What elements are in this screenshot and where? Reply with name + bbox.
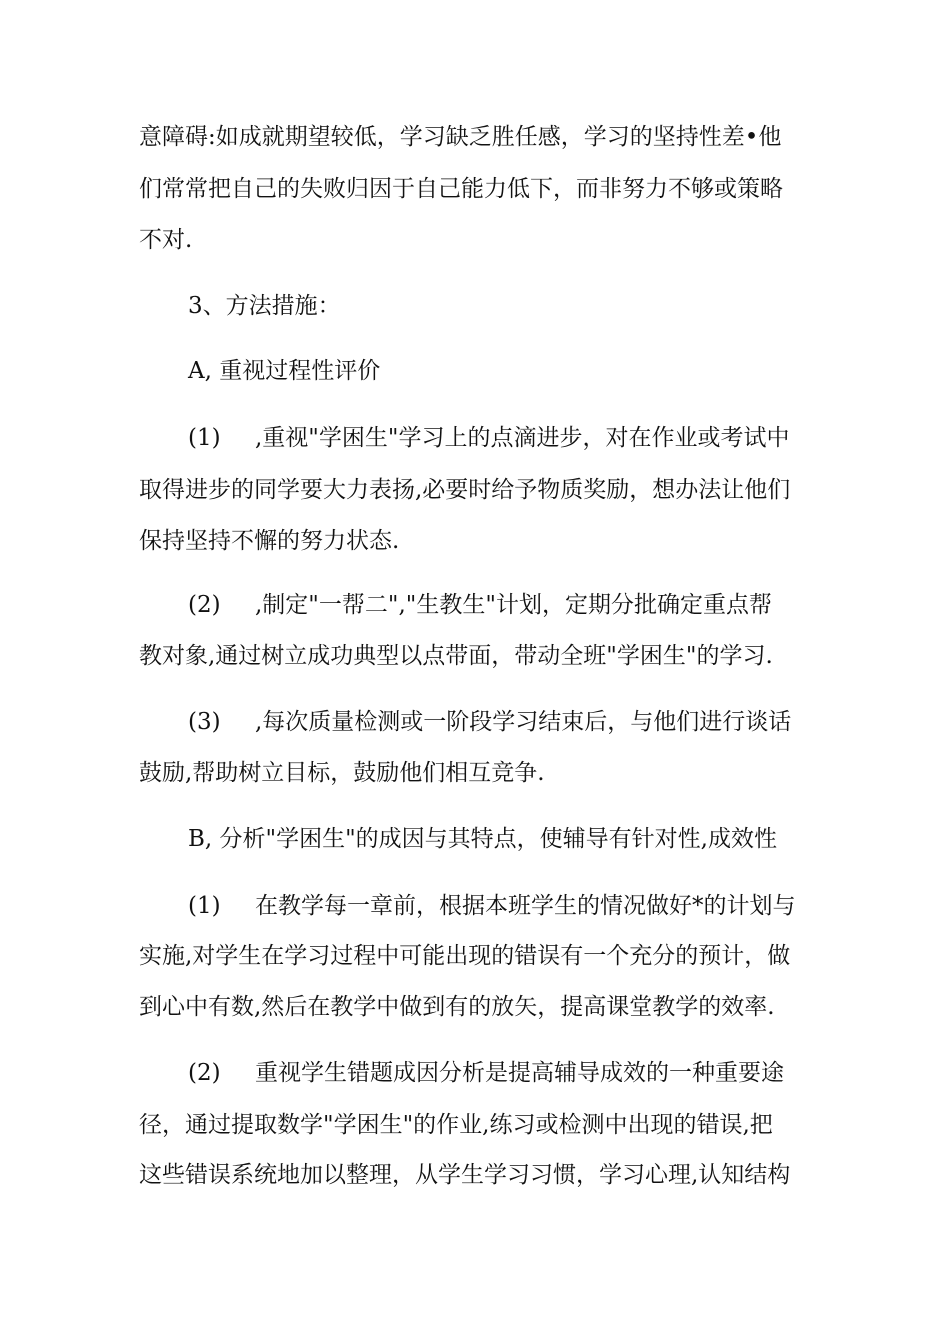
section-a-item-2-line-1 bbox=[188, 590, 772, 620]
section-b-item-2-line-3: 这些错误系统地加以整理，从学生学习习惯，学习心理,认知结构 bbox=[139, 1162, 791, 1188]
paragraph-1-line-3: 不对. bbox=[139, 227, 193, 253]
methods-heading: 3、方法措施： bbox=[188, 293, 341, 319]
section-a-item-3-line-1 bbox=[188, 707, 791, 737]
section-b-heading: B, 分析"学困生"的成因与其特点，使辅导有针对性,成效性 bbox=[188, 826, 777, 852]
item-text: 重视学生错题成因分析是提高辅导成效的一种重要途 bbox=[255, 1060, 784, 1086]
section-b-item-2-line-2: 径，通过提取数学"学困生"的作业,练习或检测中出现的错误,把 bbox=[139, 1112, 773, 1138]
section-b-item-1-line-2: 实施,对学生在学习过程中可能出现的错误有一个充分的预计，做 bbox=[139, 943, 791, 969]
section-b-item-1-line-3: 到心中有数,然后在教学中做到有的放矢，提高课堂教学的效率. bbox=[139, 994, 775, 1020]
section-a-item-1-line-2: 取得进步的同学要大力表扬,必要时给予物质奖励，想办法让他们 bbox=[139, 477, 791, 503]
item-label: (1) bbox=[188, 425, 221, 451]
section-a-item-3-line-2: 鼓励,帮助树立目标，鼓励他们相互竞争. bbox=[139, 760, 545, 786]
item-text: ,制定"一帮二","生教生"计划，定期分批确定重点帮 bbox=[255, 592, 772, 618]
item-label: (3) bbox=[188, 709, 221, 735]
item-text: 在教学每一章前，根据本班学生的情况做好*的计划与 bbox=[255, 893, 796, 919]
item-label: (1) bbox=[188, 893, 221, 919]
section-a-item-1-line-3: 保持坚持不懈的努力状态. bbox=[139, 528, 400, 554]
section-a-item-1-line-1 bbox=[188, 423, 789, 453]
paragraph-1-line-1: 意障碍:如成就期望较低，学习缺乏胜任感，学习的坚持性差•他 bbox=[139, 124, 782, 150]
section-b-item-1-line-1 bbox=[188, 891, 796, 921]
item-label: (2) bbox=[188, 592, 221, 618]
paragraph-1-line-2: 们常常把自己的失败归因于自己能力低下，而非努力不够或策略 bbox=[139, 176, 783, 202]
item-text: ,重视"学困生"学习上的点滴进步，对在作业或考试中 bbox=[255, 425, 790, 451]
section-b-item-2-line-1 bbox=[188, 1058, 784, 1088]
section-a-heading: A, 重视过程性评价 bbox=[188, 358, 381, 384]
item-text: ,每次质量检测或一阶段学习结束后，与他们进行谈话 bbox=[255, 709, 792, 735]
section-a-item-2-line-2: 教对象,通过树立成功典型以点带面，带动全班"学困生"的学习. bbox=[139, 643, 773, 669]
item-label: (2) bbox=[188, 1060, 221, 1086]
